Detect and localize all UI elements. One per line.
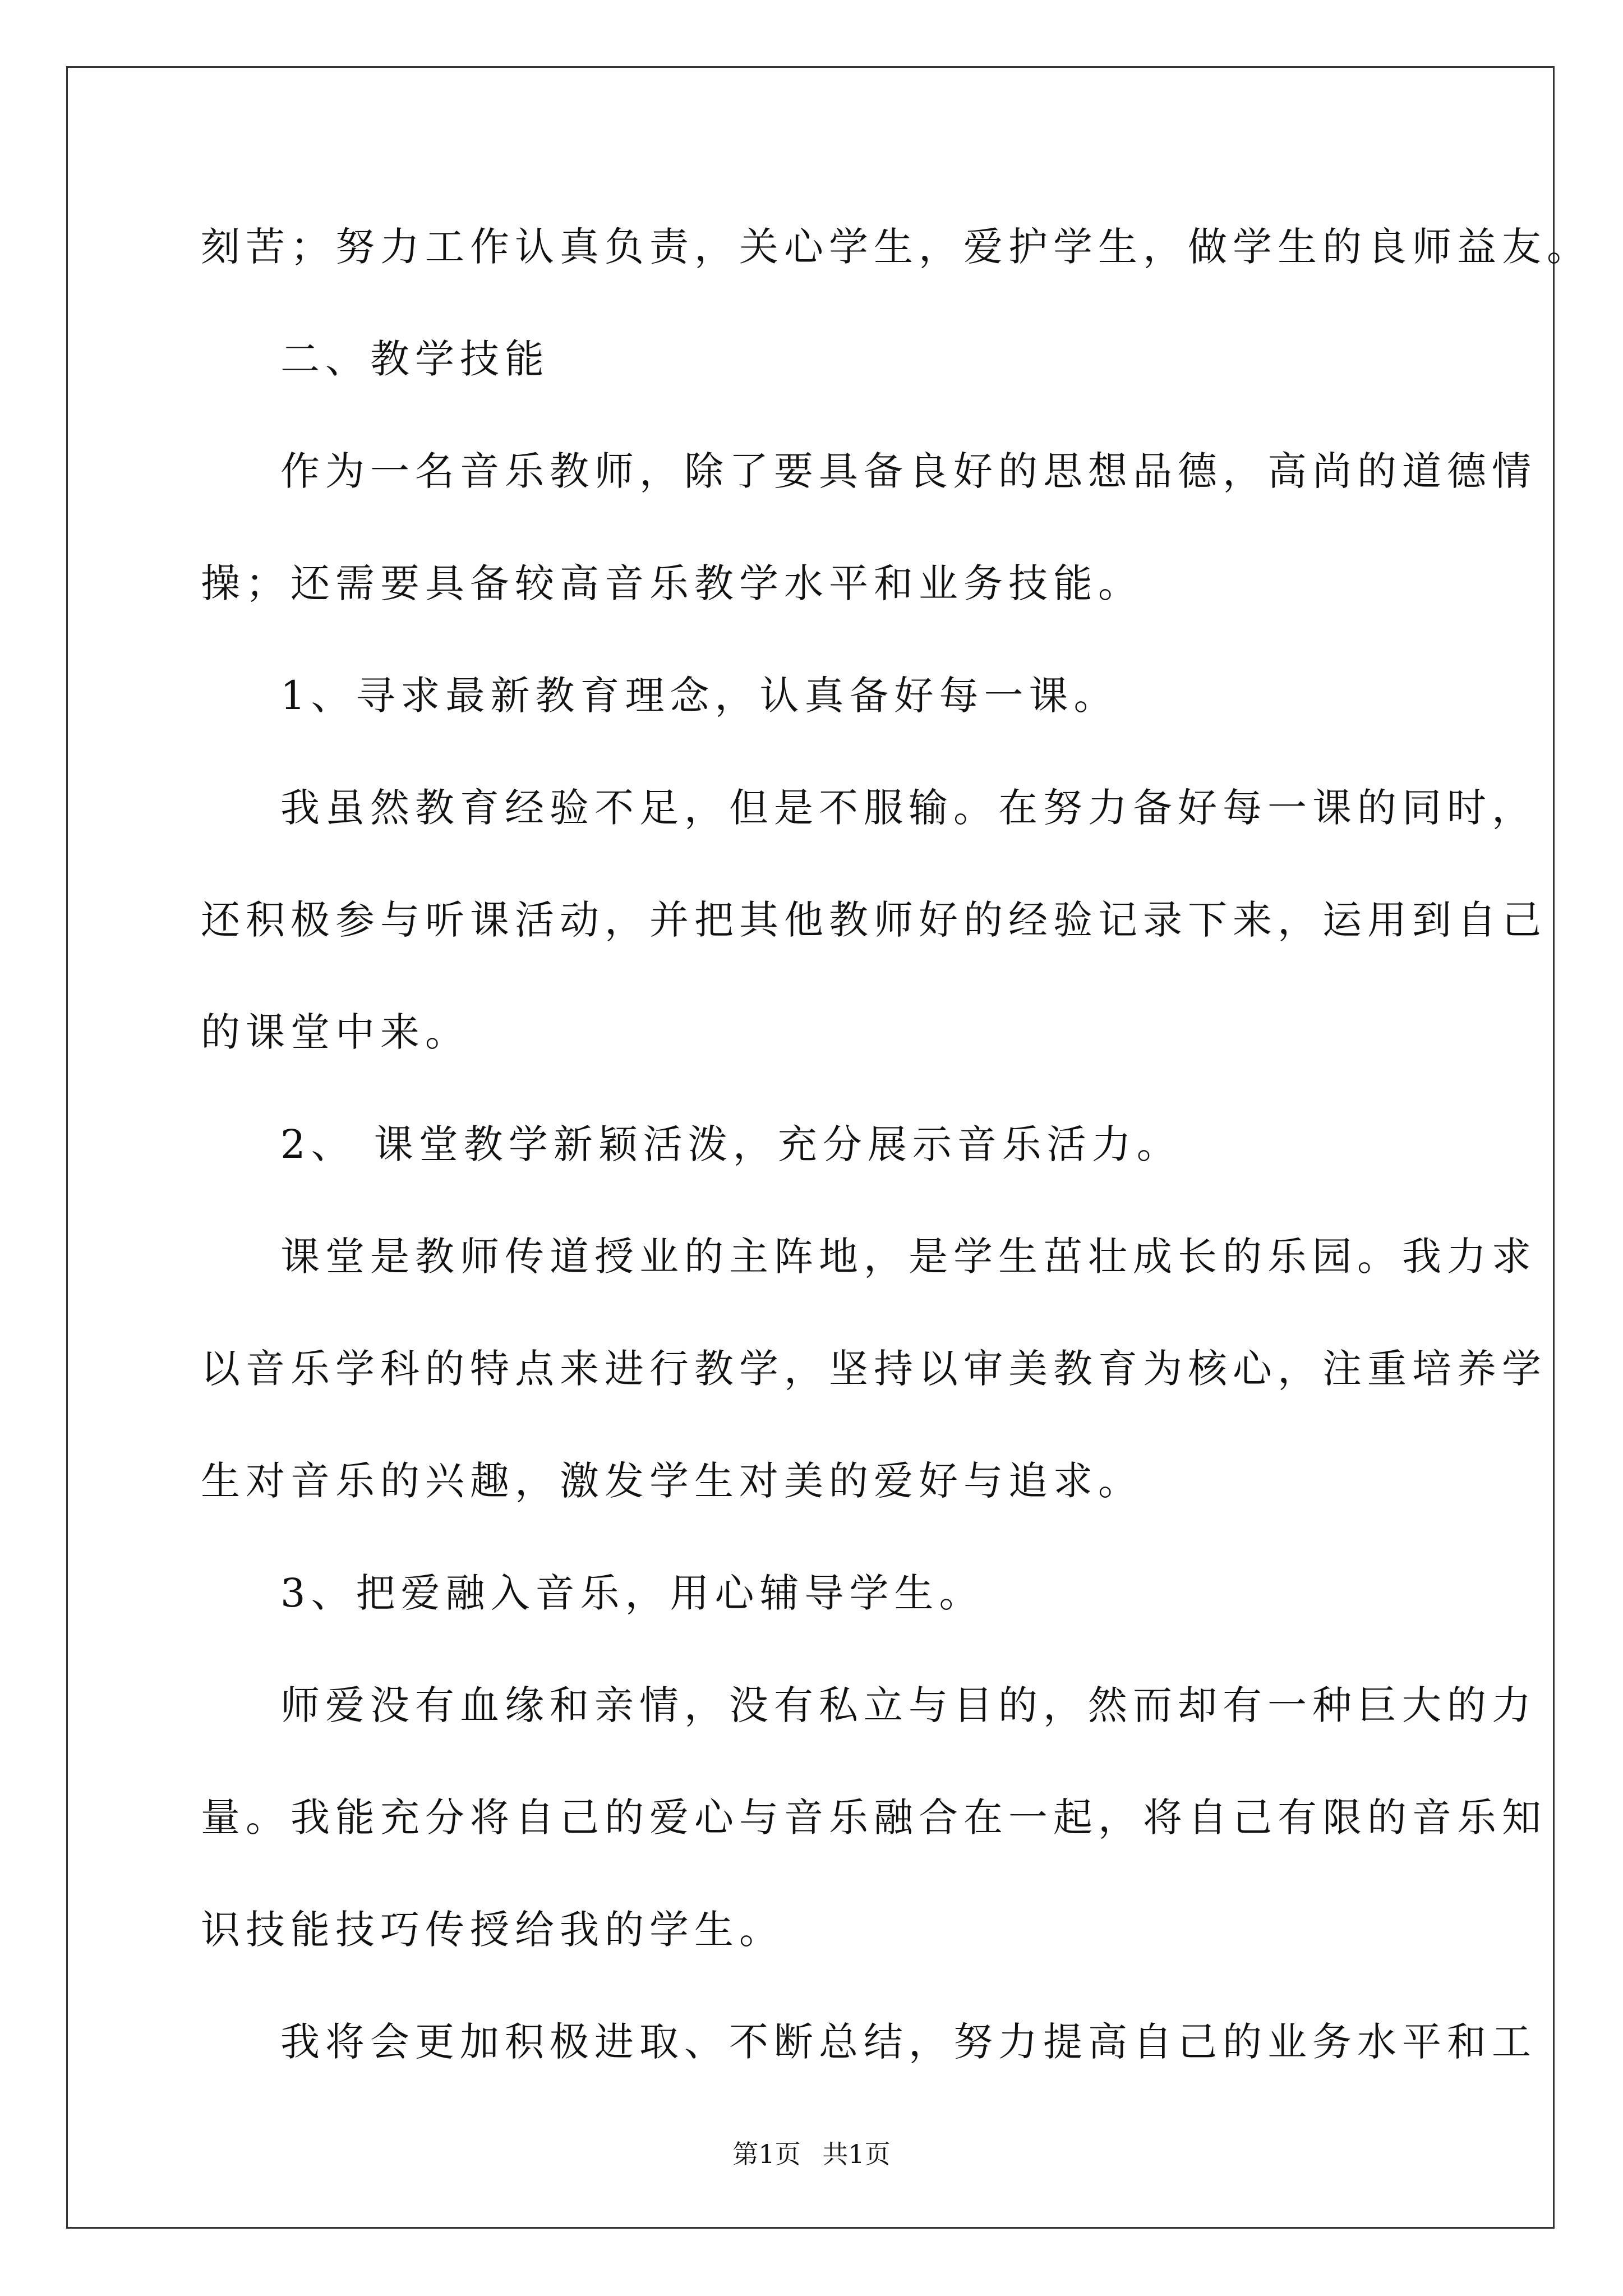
paragraph-9-line-2: 量。我能充分将自己的爱心与音乐融合在一起，将自己有限的音乐知 (201, 1795, 1547, 1841)
paragraph-7-line-2: 以音乐学科的特点来进行教学，坚持以审美教育为核心，注重培养学 (201, 1346, 1547, 1392)
paragraph-9-line-1: 师爱没有血缘和亲情，没有私立与目的，然而却有一种巨大的力 (280, 1682, 1537, 1728)
paragraph-10-line-1: 我将会更加积极进取、不断总结，努力提高自己的业务水平和工 (280, 2019, 1537, 2065)
paragraph-7-line-1: 课堂是教师传道授业的主阵地，是学生茁壮成长的乐园。我力求 (280, 1234, 1537, 1280)
page-total: 共1页 (822, 2139, 891, 2169)
item-2-heading: 2、 课堂教学新颖活泼，充分展示音乐活力。 (280, 1121, 1182, 1167)
paragraph-5-line-1: 我虽然教育经验不足，但是不服输。在努力备好每一课的同时， (280, 785, 1537, 831)
item-1-heading: 1、寻求最新教育理念，认真备好每一课。 (280, 673, 1119, 719)
paragraph-3-line-2: 操；还需要具备较高音乐教学水平和业务技能。 (201, 560, 1143, 606)
section-heading: 二、教学技能 (280, 336, 550, 382)
paragraph-7-line-3: 生对音乐的兴趣，激发学生对美的爱好与追求。 (201, 1458, 1143, 1504)
page-number: 第1页 (732, 2139, 801, 2169)
item-3-heading: 3、把爱融入音乐，用心辅导学生。 (280, 1570, 984, 1616)
paragraph-5-line-2: 还积极参与听课活动，并把其他教师好的经验记录下来，运用到自己 (201, 897, 1547, 943)
page-footer (0, 2137, 1623, 2171)
paragraph-3-line-1: 作为一名音乐教师，除了要具备良好的思想品德，高尚的道德情 (280, 448, 1537, 494)
paragraph-5-line-3: 的课堂中来。 (201, 1009, 470, 1055)
paragraph-9-line-3: 识技能技巧传授给我的学生。 (201, 1907, 784, 1953)
paragraph-1-line-1: 刻苦；努力工作认真负责，关心学生，爱护学生，做学生的良师益友。 (201, 224, 1592, 270)
